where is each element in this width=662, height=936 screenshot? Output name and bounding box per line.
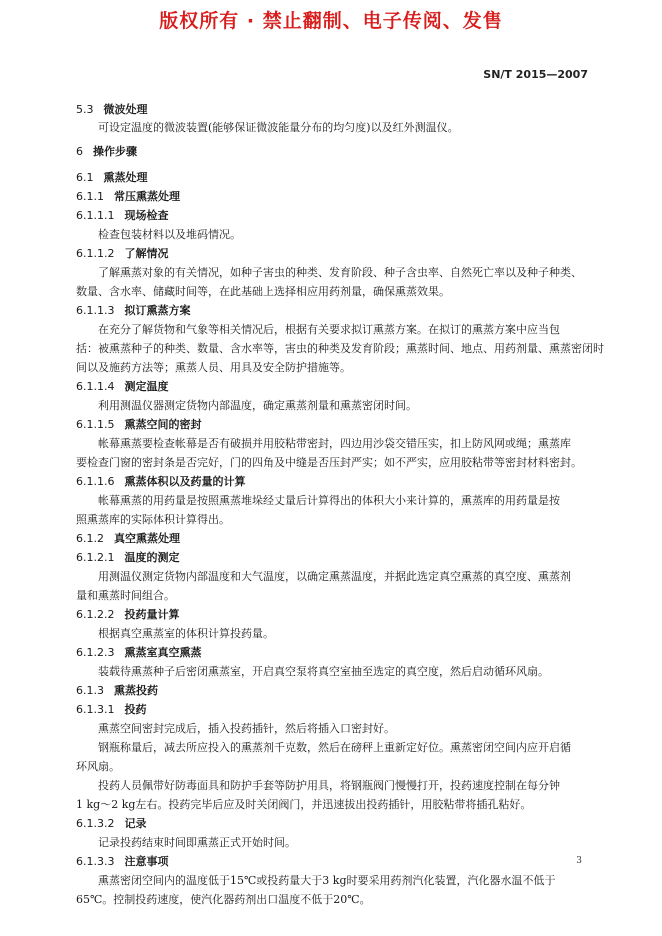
paragraph-line: 熏蒸密闭空间内的温度低于15℃或投药量大于3 kg时要采用药剂汽化装置，汽化器水温不低于 — [98, 874, 556, 887]
paragraph-line: 在充分了解货物和气象等相关情况后，根据有关要求拟订熏蒸方案。在拟订的熏蒸方案中应当包 — [98, 323, 560, 336]
section-number: 6.1.2.2 — [76, 608, 115, 621]
section-number: 6.1.2.3 — [76, 646, 115, 659]
section-title: 测定温度 — [124, 380, 169, 393]
section-number: 6.1.3.2 — [76, 817, 115, 830]
section-title: 常压熏蒸处理 — [114, 190, 180, 203]
paragraph-continuation: 65℃。控制投药速度，使汽化器药剂出口温度不低于20℃。 — [76, 893, 371, 906]
paragraph-continuation: 要检查门窗的密封条是否完好，门的四角及中缝是否压封严实；如不严实，应用胶粘带等密封材料密封。 — [76, 456, 582, 469]
paragraph-line: 记录投药结束时间即熏蒸正式开始时间。 — [98, 836, 296, 849]
section-title: 微波处理 — [103, 103, 148, 116]
section-number: 6.1.1.6 — [76, 475, 115, 488]
section-title: 熏蒸室真空熏蒸 — [124, 646, 202, 659]
section-number: 6.1.1.4 — [76, 380, 115, 393]
paragraph-line: 检查包装材料以及堆码情况。 — [98, 228, 241, 241]
paragraph-continuation: 间以及施药方法等；熏蒸人员、用具及安全防护措施等。 — [76, 361, 351, 374]
paragraph-line: 帐幕熏蒸要检查帐幕是否有破损并用胶粘带密封，四边用沙袋交错压实，扣上防风网或绳；熏蒸库 — [98, 437, 571, 450]
section-title: 注意事项 — [124, 855, 169, 868]
section-title: 记录 — [124, 817, 147, 830]
section-heading — [76, 377, 168, 396]
section-number: 6.1.1.5 — [76, 418, 115, 431]
section-title: 投药量计算 — [124, 608, 180, 621]
paragraph-line: 可设定温度的微波装置(能够保证微波能量分布的均匀度)以及红外测温仪。 — [98, 121, 459, 134]
section-number: 6.1.1.2 — [76, 247, 115, 260]
section-number: 6.1.1.1 — [76, 209, 115, 222]
section-title: 真空熏蒸处理 — [114, 532, 180, 545]
paragraph-continuation: 1 kg～2 kg左右。投药完毕后应及时关闭阀门，并迅速拔出投药插针，用胶粘带将插孔粘好。 — [76, 798, 532, 811]
section-title: 操作步骤 — [93, 145, 137, 158]
section-number: 6.1 — [76, 171, 94, 184]
section-heading — [76, 529, 180, 548]
section-heading — [76, 681, 158, 700]
section-number: 6.1.1 — [76, 190, 104, 203]
section-heading — [76, 814, 146, 833]
paragraph-line: 熏蒸空间密封完成后，插入投药插针，然后将插入口密封好。 — [98, 722, 395, 735]
section-heading — [76, 244, 168, 263]
section-title: 现场检查 — [124, 209, 169, 222]
paragraph-line: 帐幕熏蒸的用药量是按照熏蒸堆垛经丈量后计算得出的体积大小来计算的，熏蒸库的用药量是按 — [98, 494, 560, 507]
section-heading — [76, 142, 137, 161]
section-number: 6.1.2.1 — [76, 551, 115, 564]
section-title: 熏蒸体积以及药量的计算 — [124, 475, 246, 488]
paragraph-continuation: 量和熏蒸时间组合。 — [76, 589, 175, 602]
section-title: 熏蒸处理 — [103, 171, 148, 184]
paragraph-line: 投药人员佩带好防毒面具和防护手套等防护用具，将钢瓶阀门慢慢打开，投药速度控制在每分钟 — [98, 779, 560, 792]
section-number: 5.3 — [76, 103, 94, 116]
section-heading — [76, 700, 146, 719]
section-number: 6.1.1.3 — [76, 304, 115, 317]
paragraph-line: 用测温仪测定货物内部温度和大气温度，以确定熏蒸温度，并据此选定真空熏蒸的真空度、熏蒸剂 — [98, 570, 571, 583]
section-number: 6.1.2 — [76, 532, 104, 545]
section-heading — [76, 472, 245, 491]
paragraph-continuation: 照熏蒸库的实际体积计算得出。 — [76, 513, 230, 526]
section-heading — [76, 187, 180, 206]
copyright-watermark: 版权所有 · 禁止翻制、电子传阅、发售 — [159, 10, 503, 32]
section-heading — [76, 548, 179, 567]
paragraph-continuation: 数量、含水率、储藏时间等，在此基础上选择相应用药剂量，确保熏蒸效果。 — [76, 285, 450, 298]
section-heading — [76, 206, 168, 225]
section-number: 6.1.3 — [76, 684, 104, 697]
section-heading — [76, 301, 190, 320]
section-heading — [76, 100, 148, 119]
section-heading — [76, 168, 148, 187]
section-title: 温度的测定 — [124, 551, 180, 564]
section-title: 投药 — [124, 703, 147, 716]
section-title: 了解情况 — [124, 247, 169, 260]
paragraph-line: 根据真空熏蒸室的体积计算投药量。 — [98, 627, 274, 640]
paragraph-continuation: 环风扇。 — [76, 760, 120, 773]
section-number: 6.1.3.3 — [76, 855, 115, 868]
paragraph-line: 钢瓶称量后，减去所应投入的熏蒸剂千克数，然后在磅秤上重新定好位。熏蒸密闭空间内应开启循 — [98, 741, 571, 754]
section-heading — [76, 605, 179, 624]
section-title: 熏蒸空间的密封 — [124, 418, 202, 431]
standard-code: SN/T 2015—2007 — [483, 68, 588, 81]
section-number: 6 — [76, 145, 83, 158]
paragraph-line: 装载待熏蒸种子后密闭熏蒸室，开启真空泵将真空室抽至选定的真空度，然后启动循环风扇。 — [98, 665, 549, 678]
section-title: 拟订熏蒸方案 — [124, 304, 191, 317]
paragraph-line: 利用测温仪器测定货物内部温度，确定熏蒸剂量和熏蒸密闭时间。 — [98, 399, 417, 412]
section-heading — [76, 643, 201, 662]
page-number: 3 — [576, 856, 582, 866]
paragraph-continuation: 括：被熏蒸种子的种类、数量、含水率等，害虫的种类及发育阶段；熏蒸时间、地点、用药剂量、熏蒸密闭时 — [76, 342, 604, 355]
section-title: 熏蒸投药 — [114, 684, 158, 697]
section-heading — [76, 852, 168, 871]
paragraph-line: 了解熏蒸对象的有关情况，如种子害虫的种类、发育阶段、种子含虫率、自然死亡率以及种子种类、 — [98, 266, 582, 279]
section-heading — [76, 415, 201, 434]
section-number: 6.1.3.1 — [76, 703, 115, 716]
